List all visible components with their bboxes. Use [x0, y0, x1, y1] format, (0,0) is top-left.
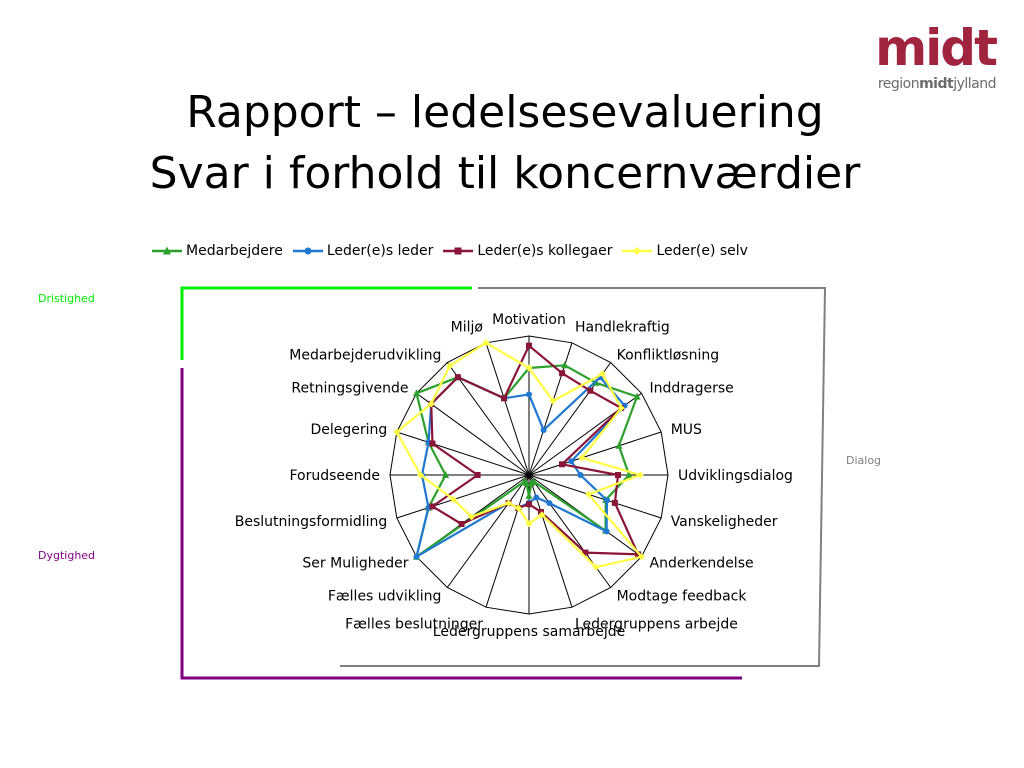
logo-wordmark: midt: [875, 19, 996, 77]
legend-label: Leder(e)s kollegaer: [477, 243, 613, 259]
title-line-1: Rapport – ledelsesevaluering: [186, 87, 824, 138]
axis-label: Fælles beslutninger: [345, 616, 483, 633]
axis-labels: [235, 312, 793, 640]
series-diamond: [393, 339, 645, 570]
data-point: [587, 388, 593, 394]
axis-label: Miljø: [450, 319, 483, 336]
data-point: [526, 501, 532, 507]
side-label-dristighed: Dristighed: [38, 292, 95, 305]
axis-label: MUS: [670, 422, 702, 438]
data-point: [568, 458, 574, 464]
legend-label: Leder(e) selv: [656, 243, 748, 259]
chart-series: [393, 339, 645, 570]
radar-spoke: [529, 475, 661, 518]
axis-label: Motivation: [492, 312, 566, 328]
radar-spoke: [486, 343, 529, 475]
axis-label: Ser Muligheder: [302, 555, 409, 572]
data-point: [455, 374, 461, 380]
radar-spoke: [529, 432, 661, 475]
radar-grid: [390, 336, 668, 614]
side-label-dygtighed: Dygtighed: [38, 549, 96, 562]
data-point: [526, 343, 532, 349]
data-point: [541, 427, 547, 433]
axis-label: Anderkendelse: [649, 555, 754, 572]
data-point: [637, 472, 644, 479]
data-point: [430, 503, 436, 509]
axis-label: Medarbejderudvikling: [289, 347, 442, 364]
logo-sub-bold: midt: [919, 76, 954, 92]
axis-label: Ledergruppens arbejde: [575, 616, 738, 633]
data-point: [430, 441, 436, 447]
logo-sub-prefix: region: [877, 76, 920, 92]
axis-label: Vanskeligheder: [670, 514, 778, 530]
data-point: [546, 500, 552, 506]
axis-label: Retningsgivende: [291, 380, 409, 397]
series-line: [417, 377, 625, 557]
legend-label: Leder(e)s leder: [326, 243, 434, 259]
axis-label: Modtage feedback: [616, 588, 747, 605]
data-point: [612, 500, 618, 506]
data-point: [604, 528, 610, 534]
axis-label: Ledergruppens samarbejde: [432, 624, 626, 640]
data-point: [459, 521, 465, 527]
side-label-dialog: Dialog: [846, 454, 882, 467]
series-circle: [414, 374, 628, 560]
data-point: [559, 370, 565, 376]
data-point: [526, 391, 532, 397]
data-point: [615, 472, 621, 478]
data-point: [501, 395, 507, 401]
axis-label: Beslutningsformidling: [234, 514, 388, 530]
data-point: [559, 461, 565, 467]
data-point: [414, 554, 420, 560]
axis-label: Forudseende: [289, 468, 380, 484]
data-point: [475, 472, 481, 478]
axis-label: Udviklingsdialog: [678, 468, 793, 484]
logo-sub-suffix: jylland: [953, 76, 996, 92]
data-point: [533, 495, 539, 501]
axis-label: Fælles udvikling: [327, 588, 442, 605]
radar-spoke: [486, 475, 529, 607]
axis-label: Handlekraftig: [575, 319, 670, 336]
radar-spoke: [397, 475, 529, 518]
data-point: [577, 472, 583, 478]
title-line-2: Svar i forhold til koncernværdier: [149, 148, 861, 199]
data-point: [604, 497, 610, 503]
axis-label: Inddragerse: [649, 380, 734, 397]
axis-label: Konfliktløsning: [616, 347, 720, 364]
data-point: [526, 492, 533, 499]
legend-label: Medarbejdere: [186, 243, 283, 259]
axis-label: Delegering: [310, 422, 388, 438]
